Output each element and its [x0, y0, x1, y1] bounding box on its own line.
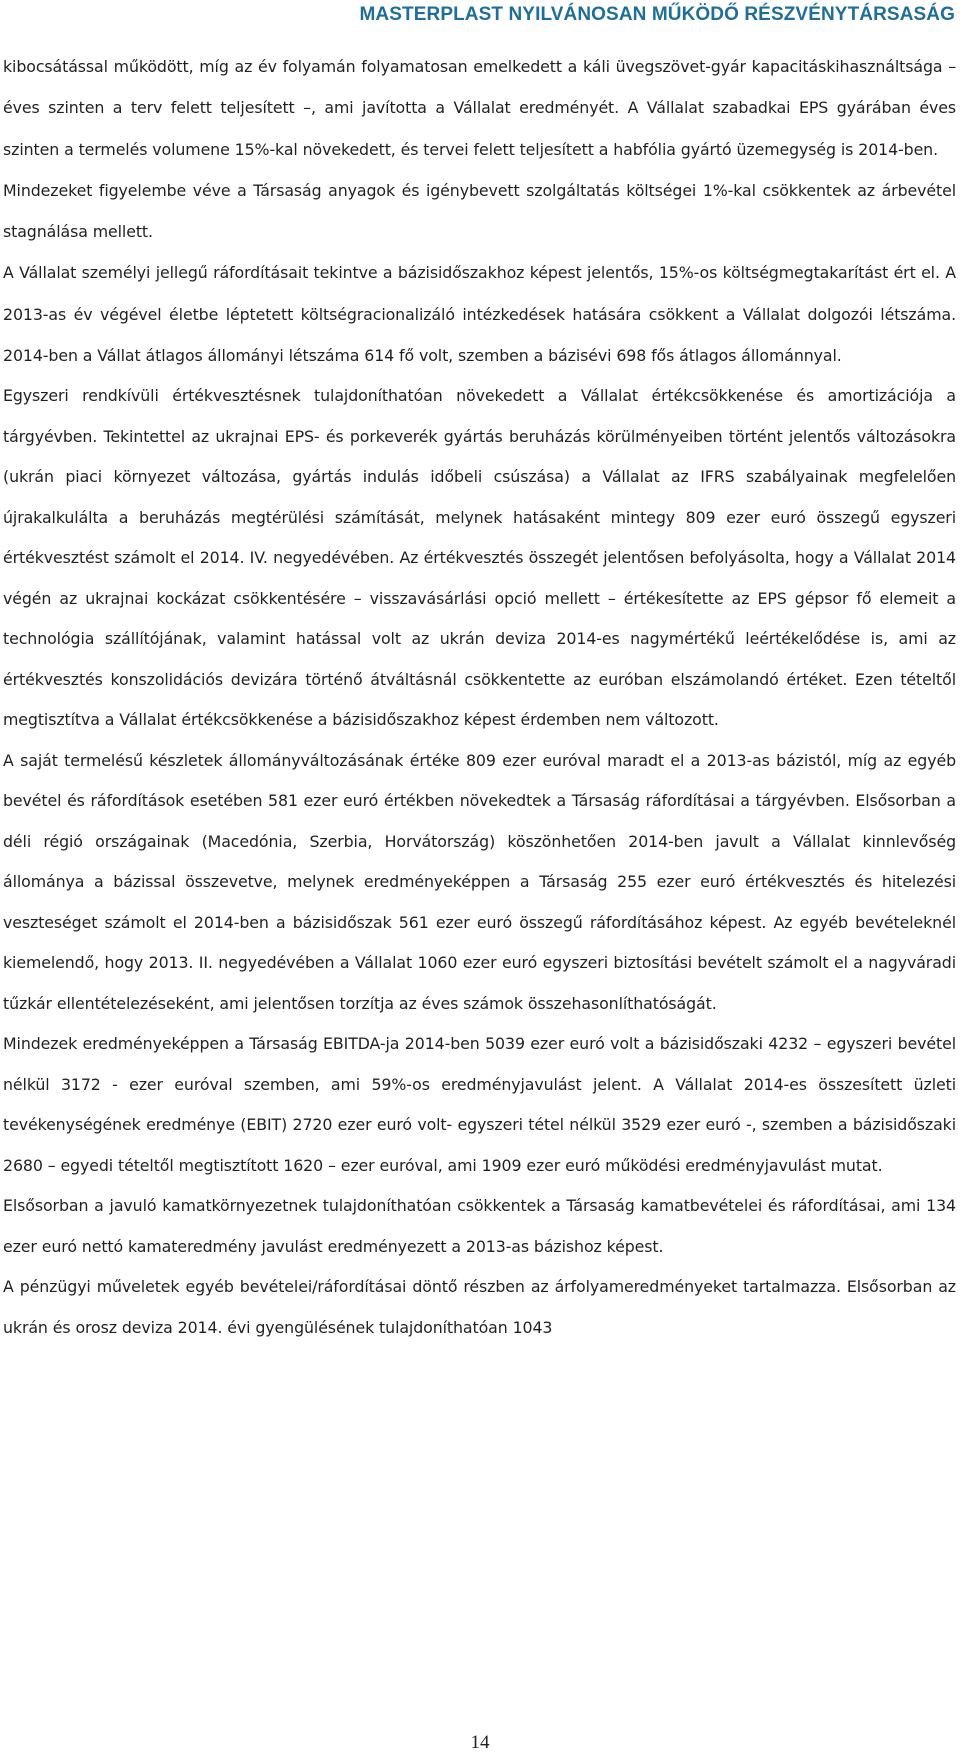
paragraph-personnel-costs: A Vállalat személyi jellegű ráfordításait tekintve a bázisidőszakhoz képest jelentős, 15%-os költségmegtakarítást ért el. A 2013-as év végével életbe léptetett költségracionalizáló intézkedések hatására csökkent a Vállalat dolgozói létszáma. 2014-ben a Vállat átlagos állományi létszáma 614 fő volt, szemben a bázisévi 698 fős átlagos állománnyal.	[3, 263, 956, 366]
paragraph-interest: Elsősorban a javuló kamatkörnyezetnek tulajdoníthatóan csökkentek a Társaság kamatbevételei és ráfordításai, ami 134 ezer euró nettó kamateredmény javulást eredményezett a 2013-as bázishoz képest.	[3, 1196, 956, 1256]
page-number: 14	[470, 1732, 490, 1753]
report-header-title: MASTERPLAST NYILVÁNOSAN MŰKÖDŐ RÉSZVÉNYTÁRSASÁG	[359, 4, 955, 25]
paragraph-financial-operations: A pénzügyi műveletek egyéb bevételei/ráfordításai döntő részben az árfolyameredményeket tartalmazza. Elsősorban az ukrán és orosz deviza 2014. évi gyengülésének tulajdoníthatóan 1043	[3, 1277, 956, 1337]
paragraph-inventory-other-income: A saját termelésű készletek állományváltozásának értéke 809 ezer euróval maradt el a 2013-as bázistól, míg az egyéb bevétel és ráfordítások esetében 581 ezer euró értékben növekedtek a Társaság ráfordításai a tárgyévben. Elsősorban a déli régió országainak (Macedónia, Szerbia, Horvátország) köszönhetően 2014-ben javult a Vállalat kinnlevőség állománya a bázissal összevetve, melynek eredményeképpen a Társaság 255 ezer euró értékvesztés és hitelezési veszteséget számolt el 2014-ben a bázisidőszak 561 ezer euró összegű ráfordításához képest. Az egyéb bevételeknél kiemelendő, hogy 2013. II. negyedévében a Vállalat 1060 ezer euró egyszeri biztosítási bevételt számolt el a nagyváradi tűzkár ellentételezéseként, ami jelentősen torzítja az éves számok összehasonlíthatóságát.	[3, 750, 956, 1013]
paragraph-materials-costs: Mindezeket figyelembe véve a Társaság anyagok és igénybevett szolgáltatás költségei 1%-kal csökkentek az árbevétel stagnálása mellett.	[3, 180, 956, 242]
paragraph-depreciation: Egyszeri rendkívüli értékvesztésnek tulajdoníthatóan növekedett a Vállalat értékcsökkenése és amortizációja a tárgyévben. Tekintettel az ukrajnai EPS- és porkeverék gyártás beruházás körülményeiben történt jelentős változásokra (ukrán piaci környezet változása, gyártás indulás időbeli csúszása) a Vállalat az IFRS szabályainak megfelelően újrakalkulálta a beruházás megtérülési számítását, melynek hatásaként mintegy 809 ezer euró összegű egyszeri értékvesztést számolt el 2014. IV. negyedévében. Az értékvesztés összegét jelentősen befolyásolta, hogy a Vállalat 2014 végén az ukrajnai kockázat csökkentésére – visszavásárlási opció mellett – értékesítette az EPS gépsor fő elemeit a technológia szállítójának, valamint hatással volt az ukrán deviza 2014-es nagymértékű leértékelődése is, ami az értékvesztés konszolidációs devizára történő átváltásnál csökkentette az euróban elszámolandó értéket. Ezen tételtől megtisztítva a Vállalat értékcsökkenése a bázisidőszakhoz képest érdemben nem változott.	[3, 386, 956, 730]
report-body-text	[3, 46, 956, 1348]
paragraph-ebitda-ebit: Mindezek eredményeképpen a Társaság EBITDA-ja 2014-ben 5039 ezer euró volt a bázisidőszaki 4232 – egyszeri bevétel nélkül 3172 - ezer euróval szemben, ami 59%-os eredményjavulást jelent. A Vállalat 2014-es összesített üzleti tevékenységének eredménye (EBIT) 2720 ezer euró volt- egyszeri tétel nélkül 3529 ezer euró -, szemben a bázisidőszaki 2680 – egyedi tételtől megtisztított 1620 – ezer euróval, ami 1909 ezer euró működési eredményjavulást mutat.	[3, 1034, 956, 1175]
paragraph-operations: kibocsátással működött, míg az év folyamán folyamatosan emelkedett a káli üvegszövet-gyár kapacitáskihasználtsága – éves szinten a terv felett teljesített –, ami javította a Vállalat eredményét. A Vállalat szabadkai EPS gyárában éves szinten a termelés volumene 15%-kal növekedett, és tervei felett teljesített a habfólia gyártó üzemegység is 2014-ben.	[3, 57, 956, 159]
